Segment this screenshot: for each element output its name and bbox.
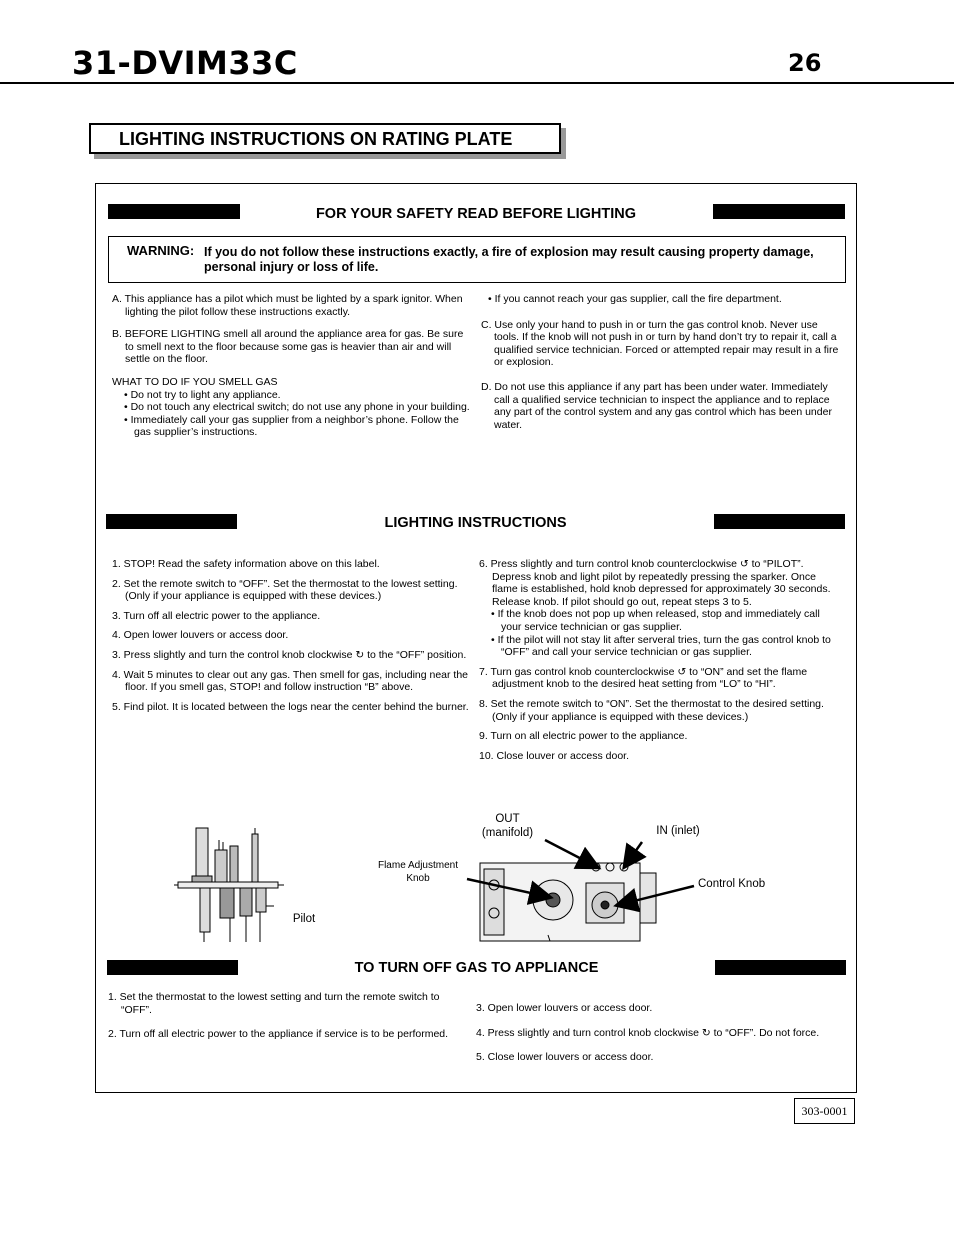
- lighting-step-6: 6. Press slightly and turn control knob counterclockwise ↺ to “PILOT”. Depress knob and light pilot by repeatedly pressing the sparker. Once flame is established, hold knob depressed for approximately 30 seconds. Release knob. If pilot should go out, repeat steps 3 to 5.: [479, 558, 831, 608]
- section-title-box: [89, 123, 561, 154]
- safety-item-c: C. Use only your hand to push in or turn the gas control knob. Never use tools. If the knob will not push in or turn by hand don’t try to repair it, call a qualified service technician. Forced or attempted repair may result in a fire or explosion.: [481, 318, 839, 369]
- smell-gas-item: • Immediately call your gas supplier from a neighbor’s phone. Follow the gas supplier’s instructions.: [124, 413, 459, 439]
- in-label: IN (inlet): [656, 825, 700, 837]
- step6-bullet: • If the knob does not pop up when released, stop and immediately call your service technician or gas supplier.: [491, 608, 820, 633]
- lighting-step: 3. Turn off all electric power to the appliance.: [112, 609, 321, 622]
- lighting-step: 4. Wait 5 minutes to clear out any gas. Then smell for gas, including near the floor. If you smell gas, STOP! and follow instruction “B” above.: [112, 668, 469, 694]
- warning-text-line1: If you do not follow these instructions exactly, a fire of explosion may result causing property damage,: [204, 245, 814, 259]
- lighting-step: 1. STOP! Read the safety information above on this label.: [112, 558, 380, 570]
- header-bar-right: [713, 204, 845, 219]
- warning-label: WARNING:: [127, 243, 195, 258]
- lighting-step: 4. Open lower louvers or access door.: [112, 629, 289, 642]
- safety-item-a: A. This appliance has a pilot which must be lighted by a spark ignitor. When lighting the pilot follow these instructions exactly.: [112, 293, 463, 318]
- safety-item-b: B. BEFORE LIGHTING smell all around the appliance area for gas. Be sure to smell next to the floor because some gas is heavier than air and will settle on the floor.: [112, 328, 464, 366]
- header-bar-left: [107, 960, 238, 975]
- warning-box: [108, 236, 846, 283]
- header-bar-left: [106, 514, 237, 529]
- turn-off-step: 1. Set the thermostat to the lowest setting and turn the remote switch to “OFF”.: [108, 991, 440, 1016]
- document-number: 303-0001: [794, 1098, 855, 1124]
- turn-off-right-column: [476, 1002, 846, 1064]
- smell-gas-heading: WHAT TO DO IF YOU SMELL GAS: [112, 375, 278, 388]
- lighting-step: 9. Turn on all electric power to the appliance.: [479, 730, 688, 743]
- lighting-step: 8. Set the remote switch to “ON”. Set the thermostat to the desired setting. (Only if your appliance is equipped with these devices.): [479, 697, 824, 723]
- lighting-step: 3. Press slightly and turn the control knob clockwise ↻ to the “OFF” position.: [112, 648, 467, 661]
- safety-right-column: [481, 293, 841, 431]
- lighting-heading: LIGHTING INSTRUCTIONS: [384, 515, 567, 531]
- safety-heading: FOR YOUR SAFETY READ BEFORE LIGHTING: [315, 206, 637, 222]
- fire-department-item: • If you cannot reach your gas supplier, call the fire department.: [488, 293, 782, 305]
- lighting-right-column: [479, 558, 843, 762]
- out-label-line2: (manifold): [481, 827, 534, 839]
- turn-off-heading: TO TURN OFF GAS TO APPLIANCE: [354, 960, 599, 976]
- warning-text-line2: personal injury or loss of life.: [204, 260, 379, 274]
- lighting-step: 10. Close louver or access door.: [479, 749, 629, 762]
- out-label-line1: OUT: [495, 813, 520, 825]
- header-bar-right: [714, 514, 845, 529]
- pilot-label: Pilot: [292, 913, 316, 925]
- flame-adjustment-label-line2: Knob: [406, 873, 430, 884]
- lighting-left-column: [112, 558, 472, 713]
- turn-off-step: 3. Open lower louvers or access door.: [476, 1002, 653, 1014]
- smell-gas-item: • Do not touch any electrical switch; do not use any phone in your building.: [124, 401, 470, 414]
- header-bar-right: [715, 960, 846, 975]
- lighting-step: 2. Set the remote switch to “OFF”. Set the thermostat to the lowest setting. (Only if your appliance is equipped with these devices.): [112, 577, 458, 603]
- section-title: LIGHTING INSTRUCTIONS ON RATING PLATE: [89, 123, 561, 154]
- header-rule: [0, 82, 954, 84]
- lighting-step: 7. Turn gas control knob counterclockwise ↺ to “ON” and set the flame adjustment knob to the desired heat setting from “LO” to “HI”.: [479, 665, 808, 691]
- page-number: 26: [788, 49, 822, 77]
- turn-off-step: 2. Turn off all electric power to the appliance if service is to be performed.: [108, 1028, 449, 1041]
- step6-bullet: • If the pilot will not stay lit after serveral tries, turn the gas control knob to “OFF” and call your service technician or gas supplier.: [491, 633, 831, 659]
- turn-off-step: 5. Close lower louvers or access door.: [476, 1051, 654, 1064]
- header-bar-left: [108, 204, 240, 219]
- lighting-step: 5. Find pilot. It is located between the logs near the center behind the burner.: [112, 700, 469, 713]
- turn-off-left-column: [108, 991, 468, 1041]
- pilot-assembly-illustration: [170, 820, 290, 945]
- turn-off-step: 4. Press slightly and turn control knob clockwise ↻ to “OFF”. Do not force.: [476, 1026, 820, 1039]
- smell-gas-item: • Do not try to light any appliance.: [124, 388, 281, 401]
- model-number: 31-DVIM33C: [72, 44, 298, 82]
- gas-valve-illustration: [478, 855, 660, 945]
- flame-adjustment-label-line1: Flame Adjustment: [377, 860, 459, 871]
- safety-left-column: [112, 293, 474, 439]
- safety-item-d: D. Do not use this appliance if any part has been under water. Immediately call a qualified service technician to inspect the appliance and to replace any part of the control system and any gas control which has been under water.: [481, 380, 832, 431]
- control-knob-label: Control Knob: [698, 878, 766, 890]
